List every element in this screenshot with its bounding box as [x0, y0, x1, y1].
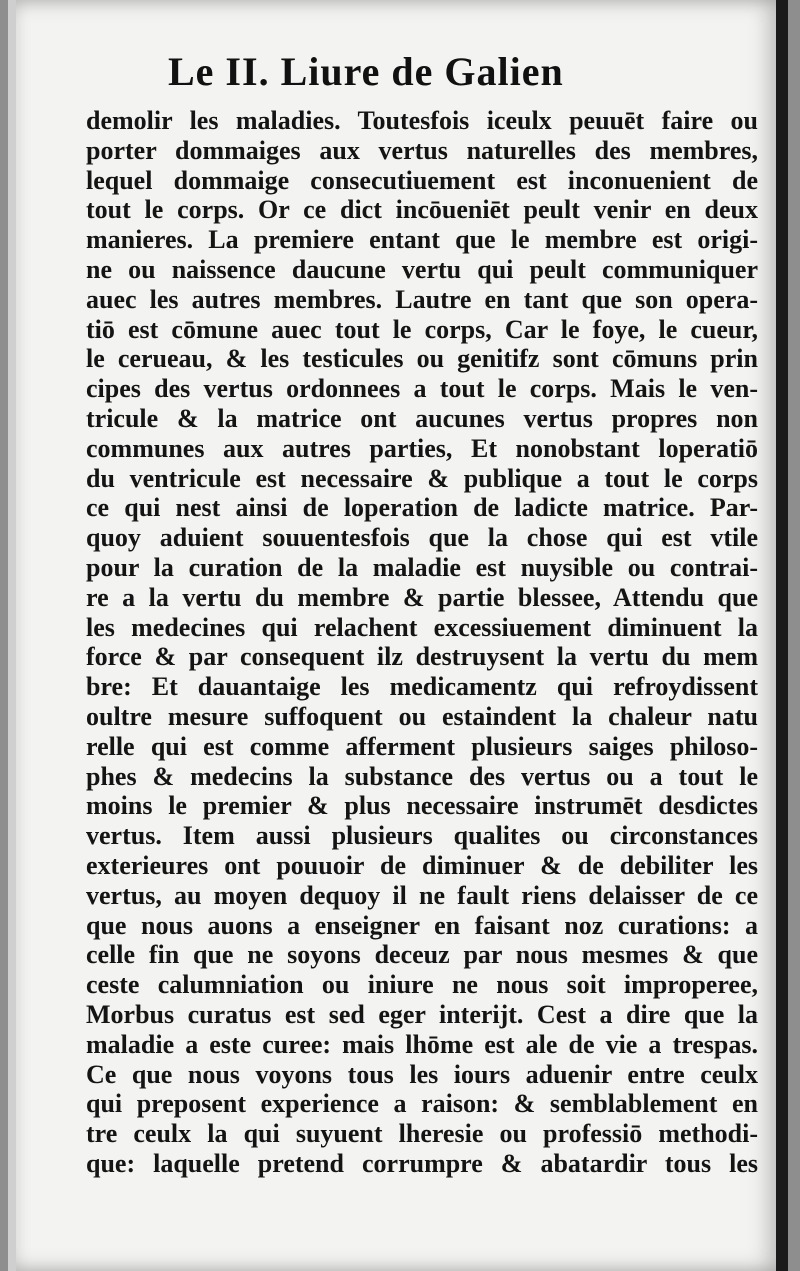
text-line: Morbus curatus est sed eger interijt. Cest a dire que la: [86, 999, 758, 1029]
running-header: Le II. Liure de Galien: [168, 49, 564, 94]
text-line: relle qui est comme afferment plusieurs saiges philoso-: [86, 731, 758, 761]
text-line: tre ceulx la qui suyuent lheresie ou professiō methodi-: [86, 1119, 758, 1149]
text-line: qui preposent experience a raison: & semblablement en: [86, 1089, 758, 1119]
text-line: vertus. Item aussi plusieurs qualites ou circonstances: [86, 821, 758, 851]
text-line: auec les autres membres. Lautre en tant que son opera-: [86, 284, 758, 314]
text-line: que nous auons a enseigner en faisant noz curations: a: [86, 910, 758, 940]
text-line: manieres. La premiere entant que le membre est origi-: [86, 225, 758, 255]
text-line: pour la curation de la maladie est nuysible ou contrai-: [86, 552, 758, 582]
text-line: ce qui nest ainsi de loperation de ladicte matrice. Par-: [86, 493, 758, 523]
text-line: exterieures ont pouuoir de diminuer & de debiliter les: [86, 850, 758, 880]
text-line: maladie a este curee: mais lhōme est ale de vie a trespas.: [86, 1029, 758, 1059]
text-line: Ce que nous voyons tous les iours aduenir entre ceulx: [86, 1059, 758, 1089]
book-page: [8, 0, 788, 1271]
text-line: re a la vertu du membre & partie blessee, Attendu que: [86, 582, 758, 612]
body-text: [86, 106, 758, 1179]
text-line: demolir les maladies. Toutesfois iceulx peuuēt faire ou: [86, 106, 758, 135]
text-line: bre: Et dauantaige les medicamentz qui refroydissent: [86, 672, 758, 702]
text-line: celle fin que ne soyons deceuz par nous mesmes & que: [86, 940, 758, 970]
text-line: force & par consequent ilz destruysent la vertu du mem: [86, 642, 758, 672]
text-line: lequel dommaige consecutiuement est inconuenient de: [86, 165, 758, 195]
text-line: cipes des vertus ordonnees a tout le corps. Mais le ven-: [86, 374, 758, 404]
text-line: phes & medecins la substance des vertus ou a tout le: [86, 761, 758, 791]
text-line: quoy aduient souuentesfois que la chose qui est vtile: [86, 523, 758, 553]
text-line: communes aux autres parties, Et nonobstant loperatiō: [86, 433, 758, 463]
text-line: le cerueau, & les testicules ou genitifz sont cōmuns prin: [86, 344, 758, 374]
page-left-margin: [8, 0, 16, 1271]
text-line: porter dommaiges aux vertus naturelles des membres,: [86, 135, 758, 165]
text-line: oultre mesure suffoquent ou estaindent la chaleur natu: [86, 701, 758, 731]
text-line: du ventricule est necessaire & publique a tout le corps: [86, 463, 758, 493]
text-line: ceste calumniation ou iniure ne nous soit improperee,: [86, 970, 758, 1000]
text-line: les medecines qui relachent excessiuement diminuent la: [86, 612, 758, 642]
text-line: ne ou naissence daucune vertu qui peult communiquer: [86, 254, 758, 284]
text-line: vertus, au moyen dequoy il ne fault riens delaisser de ce: [86, 880, 758, 910]
text-line: moins le premier & plus necessaire instrumēt desdictes: [86, 791, 758, 821]
text-line: tiō est cōmune auec tout le corps, Car le foye, le cueur,: [86, 314, 758, 344]
text-line: tricule & la matrice ont aucunes vertus propres non: [86, 403, 758, 433]
text-line: que: laquelle pretend corrumpre & abatardir tous les: [86, 1148, 758, 1178]
page-gutter-shadow: [776, 0, 788, 1271]
text-line: tout le corps. Or ce dict incōueniēt peult venir en deux: [86, 195, 758, 225]
